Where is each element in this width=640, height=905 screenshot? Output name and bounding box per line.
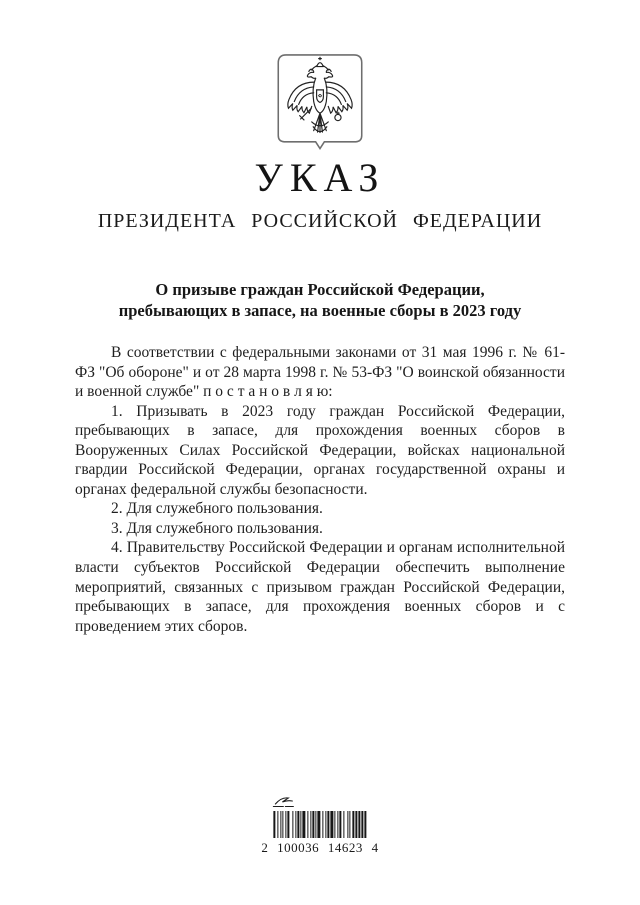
paragraph-preamble: В соответствии с федеральными законами от 31 мая 1996 г. № 61-ФЗ "Об обороне" и от 28 марта 1998 г. № 53-ФЗ "О воинской обязанности и военной службе" п о с т а н о в л я ю: <box>75 344 565 401</box>
decree-issuer: ПРЕЗИДЕНТА РОССИЙСКОЙ ФЕДЕРАЦИИ <box>97 210 543 232</box>
barcode-block <box>261 795 378 856</box>
double-headed-eagle-icon <box>276 53 364 152</box>
barcode-icon <box>274 811 367 838</box>
paragraph-item-1: 1. Призывать в 2023 году граждан Российской Федерации, пребывающих в запасе, для прохождения военных сборов в Вооруженных Силах Российской Федерации, войсках национальной гвардии Российской Федерации, органах государственной охраны и органах федеральной службы безопасности. <box>75 402 565 498</box>
paragraph-item-3: 3. Для служебного пользования. <box>111 519 323 537</box>
barcode-number: 2 100036 14623 4 <box>261 840 379 855</box>
coat-of-arms-box <box>276 53 364 152</box>
paragraph-item-2: 2. Для служебного пользования. <box>111 500 323 518</box>
decree-subject-line1: О призыве граждан Российской Федерации, <box>155 280 485 299</box>
signature-mark-icon <box>269 795 299 810</box>
decree-subject-line2: пребывающих в запасе, на военные сборы в 2023 году <box>118 301 522 320</box>
decree-subject <box>0 279 640 321</box>
decree-title: УКАЗ <box>254 155 386 200</box>
paragraph-item-4: 4. Правительству Российской Федерации и органам исполнительной власти субъектов Российской Федерации обеспечить выполнение мероприятий, связанных с призывом граждан Российской Федерации, пребывающих в запасе, для прохождения военных сборов и с проведением этих сборов. <box>75 539 565 635</box>
decree-body <box>75 343 565 636</box>
